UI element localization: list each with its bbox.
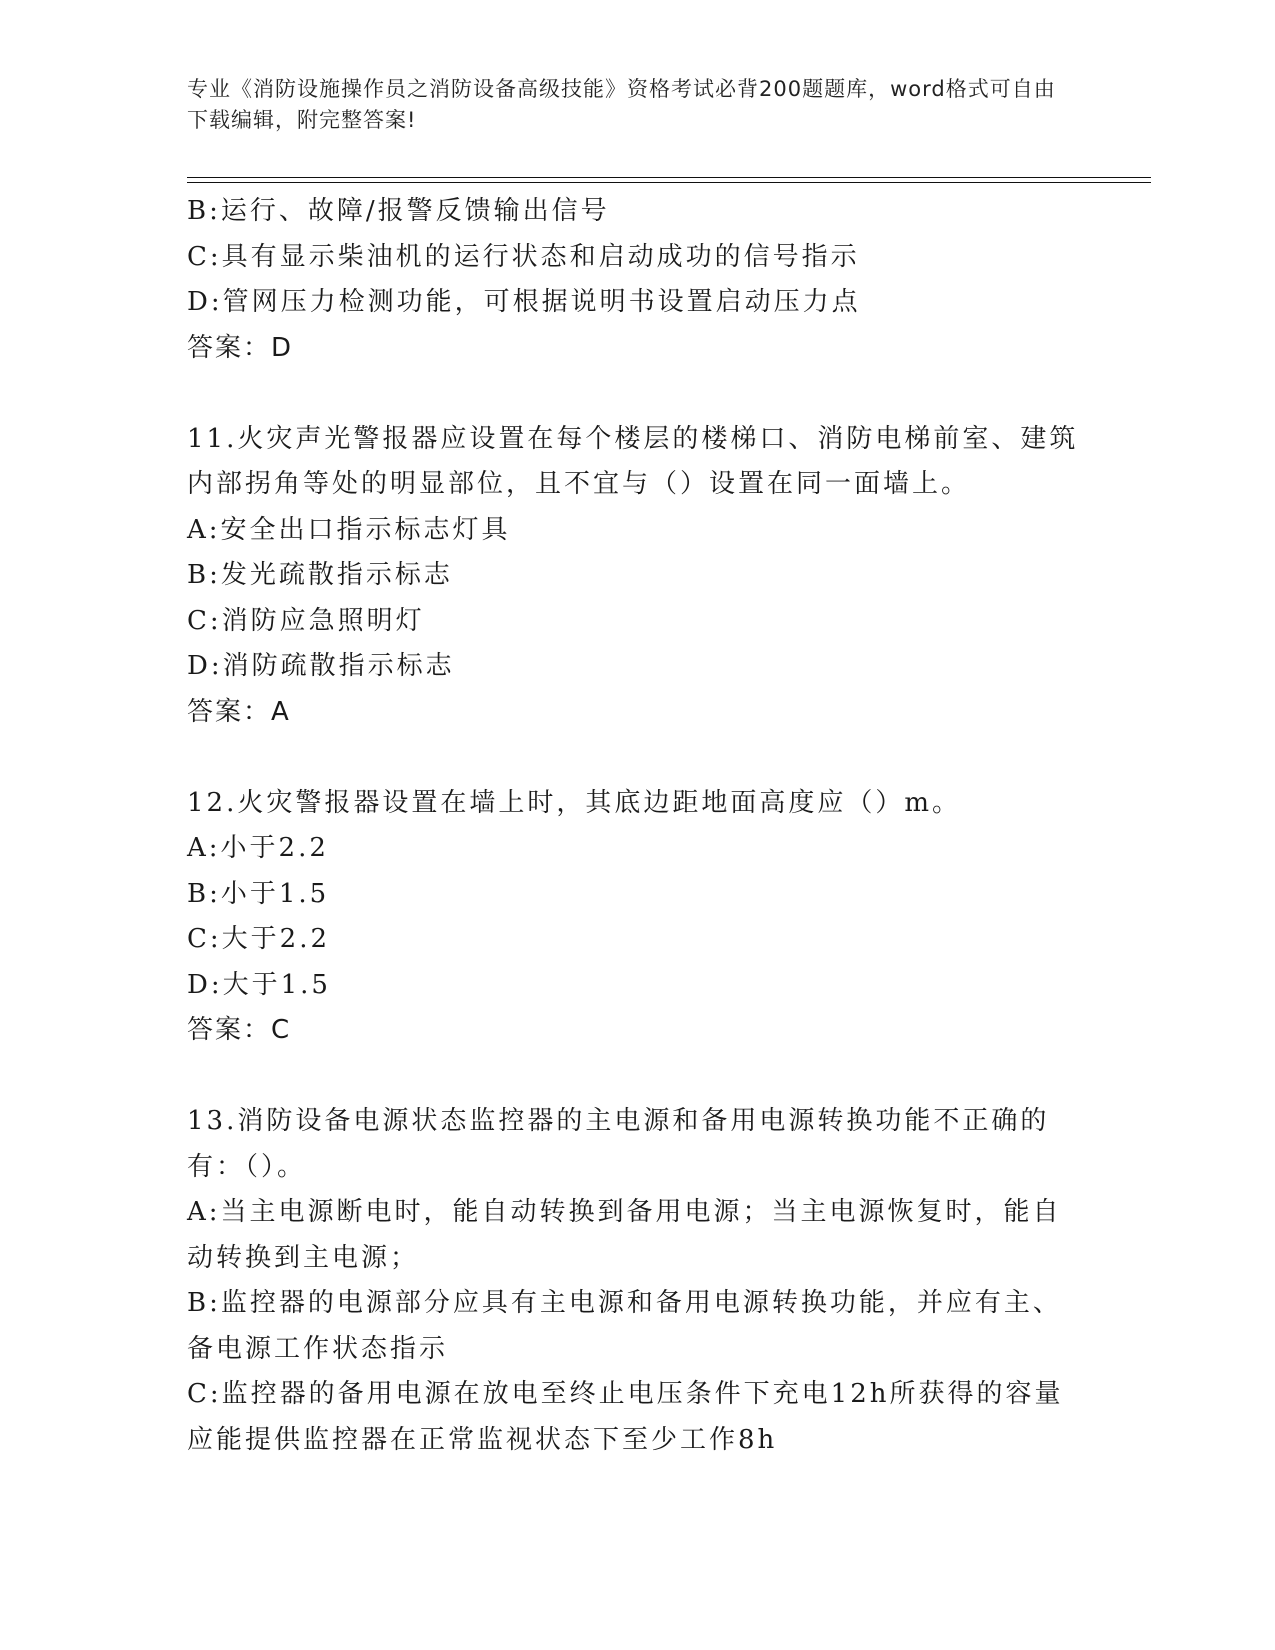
answer: 答案：A [187, 696, 291, 727]
option-b: B:发光疏散指示标志 [187, 560, 453, 590]
option-c: C:大于2.2 [187, 924, 331, 954]
option-c: C:具有显示柴油机的运行状态和启动成功的信号指示 [187, 241, 860, 272]
spacer [187, 735, 1087, 781]
option-a: A:当主电源断电时，能自动转换到备用电源；当主电源恢复时，能自动转换到主电源； [187, 1197, 1062, 1273]
question-text: 12.火灾警报器设置在墙上时，其底边距地面高度应（）m。 [187, 787, 962, 818]
answer: 答案：D [187, 332, 294, 363]
option-b: B:监控器的电源部分应具有主电源和备用电源转换功能，并应有主、备电源工作状态指示 [187, 1288, 1062, 1364]
question-10-tail [187, 189, 1087, 371]
question-text: 13.消防设备电源状态监控器的主电源和备用电源转换功能不正确的有：（）。 [187, 1106, 1050, 1182]
answer: 答案：C [187, 1015, 292, 1045]
question-13 [187, 1099, 1087, 1463]
spacer [187, 1054, 1087, 1100]
option-d: D:大于1.5 [187, 969, 331, 1000]
option-a: A:小于2.2 [187, 833, 329, 863]
option-a: A:安全出口指示标志灯具 [187, 514, 511, 545]
option-b: B:运行、故障/报警反馈输出信号 [187, 196, 610, 226]
question-content [187, 189, 1087, 1463]
option-d: D:消防疏散指示标志 [187, 651, 455, 681]
option-b: B:小于1.5 [187, 878, 330, 909]
question-11 [187, 417, 1087, 736]
spacer [187, 371, 1087, 417]
option-d: D:管网压力检测功能，可根据说明书设置启动压力点 [187, 287, 861, 317]
document-header: 专业《消防设施操作员之消防设备高级技能》资格考试必背200题题库，word格式可自由下载编辑，附完整答案! [187, 77, 1056, 132]
question-text: 11.火灾声光警报器应设置在每个楼层的楼梯口、消防电梯前室、建筑内部拐角等处的明显部位，且不宜与（）设置在同一面墙上。 [187, 423, 1079, 499]
header-divider-top [187, 177, 1151, 178]
option-c: C:监控器的备用电源在放电至终止电压条件下充电12h所获得的容量应能提供监控器在正常监视状态下至少工作8h [187, 1379, 1064, 1455]
header-divider-bottom [187, 182, 1151, 183]
option-c: C:消防应急照明灯 [187, 605, 425, 636]
question-12 [187, 781, 1087, 1054]
